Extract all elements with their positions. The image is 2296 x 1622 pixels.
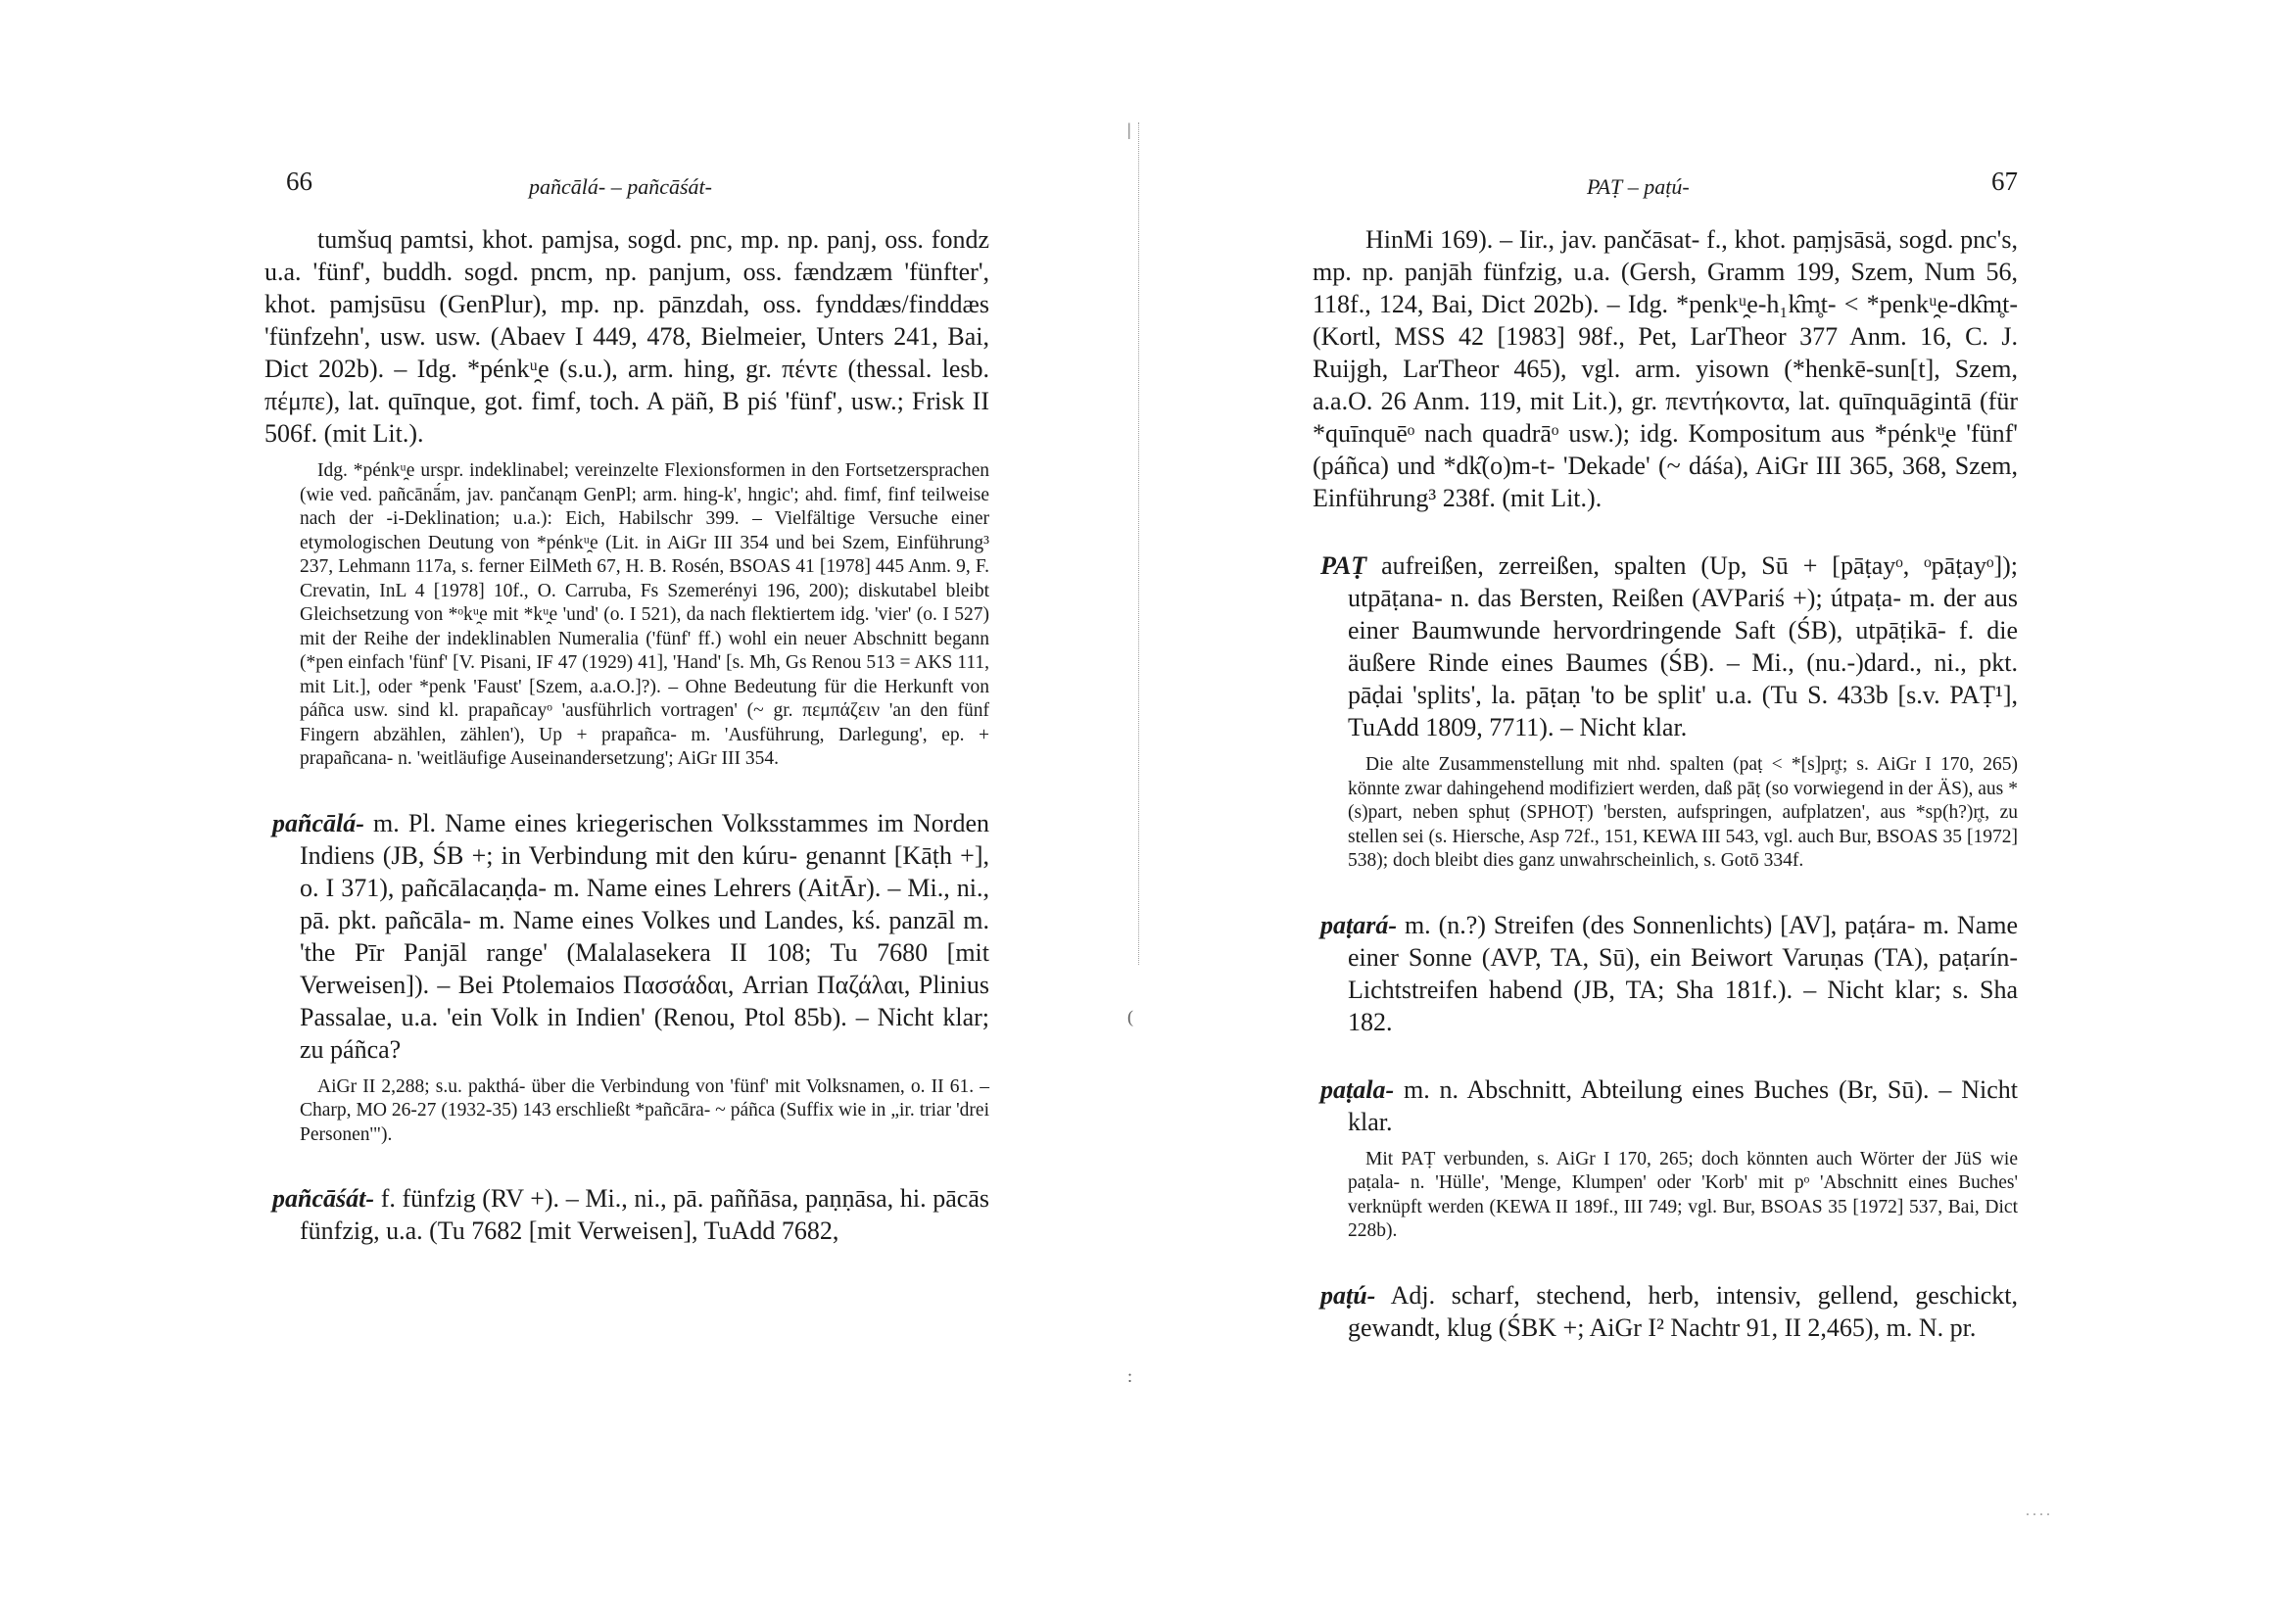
- entry-note: Mit PAṬ verbunden, s. AiGr I 170, 265; doch könnten auch Wörter der JüS wie paṭala- n. 'Hülle', 'Menge, Klumpen' oder 'Korb' mit pᵒ 'Abschnitt eines Buches' verknüpft werden (KEWA II 189f., III 749; vgl. Bur, BSOAS 35 [1972] 537, Bai, Dict 228b).: [1348, 1148, 2018, 1241]
- continued-entry: [264, 223, 989, 772]
- left-page-body: [264, 223, 989, 1247]
- entry-lemma: paṭú-: [1320, 1280, 1376, 1310]
- entry-text: Adj. scharf, stechend, herb, intensiv, gellend, geschickt, gewandt, klug (ŚBK +; AiGr I² Nachtr 91, II 2,465), m. N. pr.: [1348, 1280, 2018, 1342]
- dictionary-entry: [264, 807, 989, 1148]
- entry-text: m. (n.?) Streifen (des Sonnenlichts) [AV], paṭára- m. Name einer Sonne (AVP, TA, Sū), ein Beiwort Varuṇas (TA), paṭarín- Lichtstreifen habend (JB, TA; Sha 181f.). – Nicht klar; s. Sha 182.: [1348, 910, 2019, 1036]
- gutter-mark: (: [1127, 1007, 1133, 1026]
- entry-lemma: pañcāśát-: [272, 1184, 374, 1213]
- dictionary-entry: [264, 1182, 989, 1247]
- dictionary-entry: [1313, 549, 2018, 874]
- right-page-header: [1313, 167, 2018, 206]
- entry-text: tumšuq pamtsi, khot. pamjsa, sogd. pnc, mp. np. panj, oss. fondz u.a. 'fünf', buddh. sogd. pncm, np. panjum, oss. fændzæm 'fünfter', khot. pamjsūsu (GenPlur), mp. np. pānzdah, oss. fynddæs/finddæs 'fünfzehn', usw. usw. (Abaev I 449, 478, Bielmeier, Unters 241, Bai, Dict 202b). – Idg. *pénkᵘ̯e (s.u.), arm. hing, gr. πέντε (thessal. lesb. πέμπε), lat. quīnque, got. fimf, toch. A päñ, B piś 'fünf', usw.; Frisk II 506f. (mit Lit.).: [264, 225, 989, 448]
- right-page-body: [1313, 223, 2018, 1344]
- gutter-mark: |: [1127, 119, 1131, 139]
- left-page-header: [264, 167, 989, 206]
- gutter-mark: :: [1127, 1366, 1133, 1386]
- entry-text: HinMi 169). – Iir., jav. pančāsat- f., khot. paṃjsāsä, sogd. pnc's, mp. np. panjāh fünfzig, u.a. (Gersh, Gramm 199, Szem, Num 56, 118f., 124, Bai, Dict 202b). – Idg. *penkᵘ̯e-h₁k̑m̥t- < *penkᵘ̯e-dk̑m̥t- (Kortl, MSS 42 [1983] 98f., Pet, LarTheor 377 Anm. 16, C. J. Ruijgh, LarTheor 465), vgl. arm. yisown (*henkē-sun[t], Szem, a.a.O. 26 Anm. 119, mit Lit.), gr. πεντήκοντα, lat. quīnquāgintā (für *quīnquēᵒ nach quadrāᵒ usw.); idg. Kompositum aus *pénkᵘ̯e 'fünf' (páñca) und *dk̑(o)m-t- 'Dekade' (~ dáśa), AiGr III 365, 368, Szem, Einführung³ 238f. (mit Lit.).: [1313, 225, 2018, 512]
- book-gutter: [1138, 122, 1140, 965]
- entry-lemma: PAṬ: [1320, 551, 1367, 580]
- running-head: pañcālá- – pañcāśát-: [529, 174, 712, 199]
- entry-note: AiGr II 2,288; s.u. pakthá- über die Verbindung von 'fünf' mit Volksnamen, o. II 61. – Charp, MO 26-27 (1932-35) 143 erschließt *pañcāra- ~ páñca (Suffix wie in „ir. triar 'drei Personen'").: [300, 1075, 989, 1145]
- entry-text: aufreißen, zerreißen, spalten (Up, Sū + [pāṭayᵒ, ᵒpāṭayᵒ]); utpāṭana- n. das Bersten, Reißen (AVPariś +); útpaṭa- m. der aus einer Baumwunde hervordringende Saft (ŚB), utpāṭikā- f. die äußere Rinde eines Baumes (ŚB). – Mi., (nu.-)dard., ni., pkt. pāḍai 'splits', la. pāṭaṇ 'to be split' u.a. (Tu S. 433b [s.v. PAṬ¹], TuAdd 1809, 7711). – Nicht klar.: [1348, 551, 2018, 741]
- entry-lemma: paṭará-: [1320, 910, 1397, 939]
- entry-lemma: paṭala-: [1320, 1074, 1395, 1104]
- running-head: PAṬ – paṭú-: [1587, 174, 1690, 199]
- entry-lemma: pañcālá-: [272, 808, 364, 837]
- entry-text: m. n. Abschnitt, Abteilung eines Buches (Br, Sū). – Nicht klar.: [1348, 1074, 2018, 1136]
- dictionary-entry: [1313, 1279, 2018, 1344]
- page-number: 67: [1991, 167, 2018, 196]
- entry-text: f. fünfzig (RV +). – Mi., ni., pā. paññāsa, paṇṇāsa, hi. pācās fünfzig, u.a. (Tu 7682 [mit Verweisen], TuAdd 7682,: [300, 1184, 990, 1245]
- continued-entry: [1313, 223, 2018, 514]
- entry-text: m. Pl. Name eines kriegerischen Volksstammes im Norden Indiens (JB, ŚB +; in Verbindung mit den kúru- genannt [Kāṭh +], o. I 371), pañcālacaṇḍa- m. Name eines Lehrers (AitĀr). – Mi., ni., pā. pkt. pañcāla- m. Name eines Volkes und Landes, kś. panzāl m. 'the Pīr Panjāl range' (Malalasekera II 108; Tu 7680 [mit Verweisen]). – Bei Ptolemaios Πασσάδαι, Arrian Παζάλαι, Plinius Passalae, u.a. 'ein Volk in Indien' (Renou, Ptol 85b). – Nicht klar; zu páñca?: [300, 808, 989, 1064]
- entry-note: Die alte Zusammenstellung mit nhd. spalten (paṭ < *[s]pr̥t; s. AiGr I 170, 265) könnte zwar dahingehend modifiziert werden, daß pāṭ (so vorwiegend in der ÄS), aus *(s)part, neben sphuṭ (SPHOṬ) 'bersten, aufspringen, aufplatzen', aus *sp(h?)r̥t, zu stellen sei (s. Hiersche, Asp 72f., 151, KEWA III 543, vgl. auch Bur, BSOAS 35 [1972] 538); doch bleibt dies ganz unwahrscheinlich, s. Gotō 334f.: [1348, 754, 2018, 871]
- dictionary-entry: [1313, 1073, 2018, 1244]
- dictionary-entry: [1313, 909, 2018, 1038]
- scan-artifact-dots: ....: [2026, 1503, 2053, 1519]
- page-number: 66: [286, 167, 312, 196]
- entry-note: Idg. *pénkᵘ̯e urspr. indeklinabel; vereinzelte Flexionsformen in den Fortsetzersprachen (wie ved. pañcānā́m, jav. pančanąm GenPl; arm. hing-k', hngic'; ahd. fimf, finf teilweise nach der -i-Deklination; u.a.): Eich, Habilschr 399. – Vielfältige Versuche einer etymologischen Deutung von *pénkᵘ̯e (Lit. in AiGr III 354 und bei Szem, Einführung³ 237, Lehmann 117a, s. ferner EilMeth 67, H. B. Rosén, BSOAS 41 [1978] 445 Anm. 9, F. Crevatin, InL 4 [1978] 10f., O. Carruba, Fs Szemerényi 196, 200); diskutabel bleibt Gleichsetzung von *ᵒkᵘ̯e mit *kᵘ̯e 'und' (o. I 521), da nach flektiertem idg. 'vier' (o. I 527) mit der Reihe der indeklinablen Numeralia ('fünf' ff.) wohl ein neuer Abschnitt begann (*pen einfach 'fünf' [V. Pisani, IF 47 (1929) 41], 'Hand' [s. Mh, Gs Renou 513 = AKS 111, mit Lit.], oder *penk 'Faust' [Szem, a.a.O.]?). – Ohne Bedeutung für die Herkunft von páñca usw. sind kl. prapañcayᵒ 'ausführlich vortragen' (~ gr. πεμπάζειν 'an den fünf Fingern abzählen, zählen'), Up + prapañca- m. 'Ausführung, Darlegung', ep. + prapañcana- n. 'weitläufige Auseinandersetzung'; AiGr III 354.: [300, 460, 989, 769]
